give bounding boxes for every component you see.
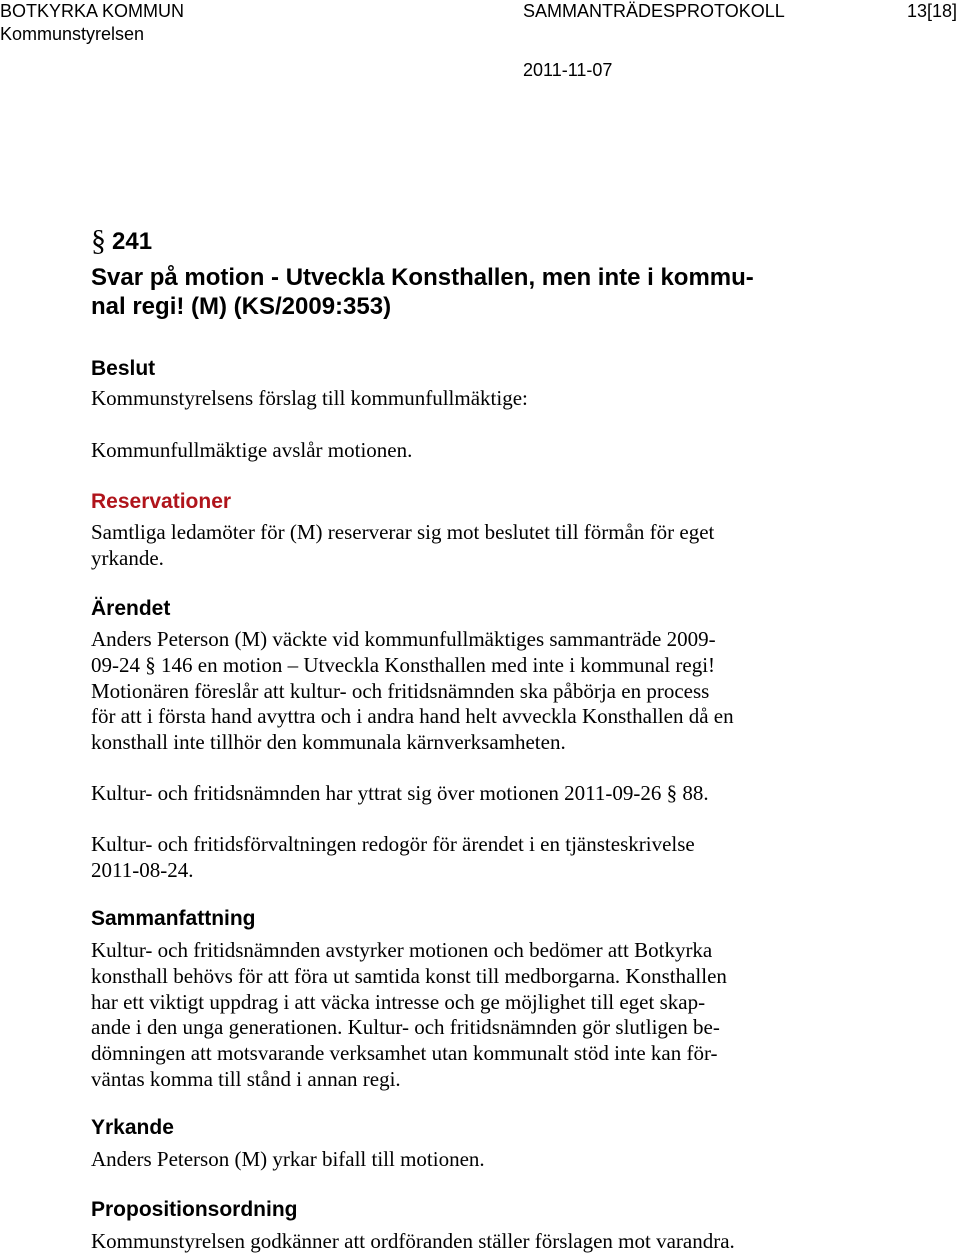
arendet-paragraph-2: Kultur- och fritidsnämnden har yttrat sig över motionen 2011-09-26 § 88. <box>91 781 709 805</box>
arendet-paragraph-1 <box>91 627 921 756</box>
beslut-text: Kommunfullmäktige avslår motionen. <box>91 438 413 462</box>
committee-name: Kommunstyrelsen <box>0 24 145 44</box>
section-heading-arendet: Ärendet <box>91 597 171 620</box>
text-line: konsthall behövs för att föra ut samtida konst till medborgarna. Konsthallen <box>91 963 727 988</box>
text-line: Kultur- och fritidsnämnden avstyrker motionen och bedömer att Botkyrka <box>91 938 713 962</box>
text-line: Samtliga ledamöter för (M) reserverar sig mot beslutet till förmån för eget <box>91 520 715 544</box>
paragraph-symbol: § <box>91 224 106 257</box>
case-title-line: nal regi! (M) (KS/2009:353) <box>91 293 392 320</box>
text-line: 2011-08-24. <box>91 857 194 882</box>
propositionsordning-text: Kommunstyrelsen godkänner att ordföranden ställer förslagen mot varandra. <box>91 1229 735 1253</box>
text-line: har ett viktigt uppdrag i att väcka intresse och ge möjlighet till eget skap- <box>91 989 706 1014</box>
section-heading-reservationer: Reservationer <box>91 490 232 513</box>
section-heading-yrkande: Yrkande <box>91 1116 174 1139</box>
text-line: Kultur- och fritidsförvaltningen redogör för ärendet i en tjänsteskrivelse <box>91 832 695 856</box>
case-number: 241 <box>112 228 153 255</box>
case-title-line: Svar på motion - Utveckla Konsthallen, men inte i kommu- <box>91 264 754 291</box>
text-line: konsthall inte tillhör den kommunala kärnverksamheten. <box>91 730 566 755</box>
sammanfattning-text <box>91 938 921 1093</box>
section-heading-beslut: Beslut <box>91 357 156 380</box>
document-type: SAMMANTRÄDESPROTOKOLL <box>523 1 785 21</box>
beslut-text: Kommunstyrelsens förslag till kommunfullmäktige: <box>91 386 528 410</box>
text-line: yrkande. <box>91 545 164 570</box>
meeting-date: 2011-11-07 <box>523 60 613 80</box>
text-line: väntas komma till stånd i annan regi. <box>91 1066 401 1091</box>
yrkande-text: Anders Peterson (M) yrkar bifall till motionen. <box>91 1147 485 1171</box>
text-line: för att i första hand avyttra och i andra hand helt avveckla Konsthallen då en <box>91 704 734 729</box>
section-heading-sammanfattning: Sammanfattning <box>91 907 256 930</box>
text-line: dömningen att motsvarande verksamhet utan kommunalt stöd inte kan för- <box>91 1041 718 1066</box>
arendet-paragraph-3 <box>91 832 921 884</box>
text-line: 09-24 § 146 en motion – Utveckla Konsthallen med inte i kommunal regi! <box>91 652 716 677</box>
text-line: ande i den unga generationen. Kultur- och fritidsnämnden gör slutligen be- <box>91 1015 720 1040</box>
reservationer-text <box>91 520 921 572</box>
text-line: Motionären föreslår att kultur- och fritidsnämnden ska påbörja en process <box>91 678 710 703</box>
case-title <box>91 263 754 321</box>
page-number: 13[18] <box>907 1 958 21</box>
section-heading-propositionsordning: Propositionsordning <box>91 1198 298 1221</box>
text-line: Anders Peterson (M) väckte vid kommunfullmäktiges sammanträde 2009- <box>91 627 716 651</box>
municipality-name: BOTKYRKA KOMMUN <box>0 1 185 21</box>
